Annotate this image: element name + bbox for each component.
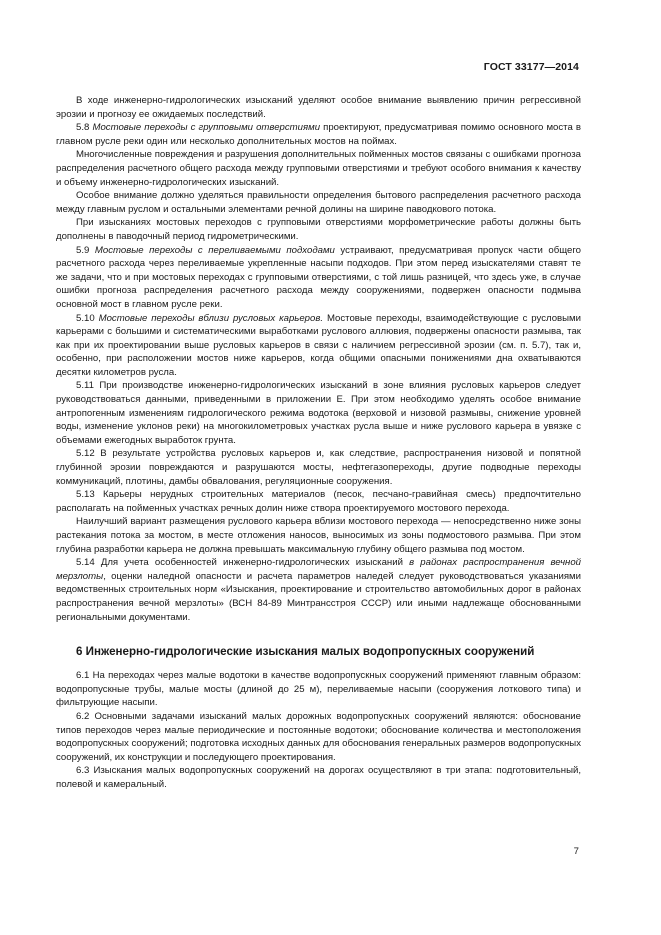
- italic-term: Мостовые переходы вблизи русловых карьеров.: [98, 312, 324, 324]
- paragraph: В ходе инженерно-гидрологических изысканий уделяют особое внимание выявлению причин регрессивной эрозии и прогнозу ее ожидаемых последствий.: [56, 95, 581, 120]
- paragraph: 5.8 Мостовые переходы с групповыми отверстиями проектируют, предусматривая помимо основного моста в главном русле реки один или несколько дополнительных мостов на поймах.: [56, 122, 581, 147]
- paragraph: 5.13 Карьеры нерудных строительных материалов (песок, песчано-гравийная смесь) предпочтительно располагать на пойменных участках речных долин ниже створа проектируемого мостового перехода.: [56, 489, 581, 514]
- paragraph: 5.11 При производстве инженерно-гидрологических изысканий в зоне влияния русловых карьеров следует руководствоваться данными, приведенными в приложении Е. При этом необходимо уделять особое внимание антропогенным изменениям гидрологического режима водотока (верховой и низовой размывы, снижение уровней воды, изменение уклонов реки) на многокилометровых участках русла выше и ниже руслового карьера в увязке с объемами ежегодных выработок грунта.: [56, 380, 581, 446]
- document-body: [56, 94, 581, 792]
- italic-term: Мостовые переходы с переливаемыми подходами: [94, 244, 335, 256]
- document-code: ГОСТ 33177—2014: [483, 61, 579, 73]
- paragraph: 6.3 Изыскания малых водопропускных сооружений на дорогах осуществляют в три этапа: подготовительный, полевой и камеральный.: [56, 765, 581, 790]
- paragraph: 5.9 Мостовые переходы с переливаемыми подходами устраивают, предусматривая пропуск части общего расчетного расхода через переливаемые укрепленные насыпи подходов. При этом перед изыскателями ставят те же задачи, что и при мостовых переходах с групповыми отверстиями, с той лишь разницей, что здесь уже, в случае ошибки прогноза распределения расчетного расхода между сооружениями, подвержен опасности подмыва основной мост в главном русле реки.: [56, 244, 581, 310]
- paragraph: Особое внимание должно уделяться правильности определения бытового распределения расчетного расхода между главным руслом и остальными элементами речной долины на ширине паводкового потока.: [56, 190, 581, 215]
- paragraph: 5.10 Мостовые переходы вблизи русловых карьеров. Мостовые переходы, взаимодействующие с русловыми карьерами с большими и систематическими выработками руслового аллювия, подвержены опасности размыва, так как при их проектировании выше русловых карьеров в связи с наличием регрессивной эрозии (см. п. 5.7), так и, особенно, при расположении мостов ниже карьеров, когда общими опасными понижениями дна охватываются десятки километров русла.: [56, 312, 581, 378]
- paragraph: При изысканиях мостовых переходов с групповыми отверстиями морфометрические работы должны быть дополнены в паводочный период гидрометрическими.: [56, 217, 581, 242]
- paragraph: 6.2 Основными задачами изысканий малых дорожных водопропускных сооружений являются: обоснование типов переходов через малые периодические и постоянные водотоки; обоснование количества и местоположения водопропускных сооружений; подготовка исходных данных для обоснования генеральных размеров водопропускных сооружений, их конструкции и последующего проектирования.: [56, 710, 581, 763]
- paragraph: 5.14 Для учета особенностей инженерно-гидрологических изысканий в районах распространения вечной мерзлоты, оценки наледной опасности и расчета параметров наледей следует руководствоваться указаниями ведомственных строительных норм «Изыскания, проектирование и строительство автомобильных дорог в районах распространения вечной мерзлоты» (ВСН 84-89 Минтрансстроя СССР) или иными надлежаще обоснованными региональными документами.: [56, 557, 581, 623]
- section-title: 6 Инженерно-гидрологические изыскания малых водопропускных сооружений: [76, 645, 535, 659]
- paragraph: Многочисленные повреждения и разрушения дополнительных пойменных мостов связаны с ошибками прогноза распределения расчетного общего расхода между групповыми отверстиями и требуют особого внимания к качеству и объему инженерно-гидрологических изысканий.: [56, 149, 581, 188]
- paragraph: Наилучший вариант размещения руслового карьера вблизи мостового перехода — непосредственно ниже зоны растекания потока за мостом, в месте отложения наносов, выносимых из зоны подмостового размыва. При этом глубина разработки карьера не должна превышать максимальную глубину общего размыва под мостом.: [56, 516, 581, 555]
- paragraph: 6.1 На переходах через малые водотоки в качестве водопропускных сооружений применяют главным образом: водопропускные трубы, малые мосты (длиной до 25 м), переливаемые насыпи (сооружения лоткового типа) и фильтрующие насыпи.: [56, 670, 581, 709]
- italic-term: в районах распространения вечной мерзлоты: [56, 557, 581, 582]
- paragraph: 5.12 В результате устройства русловых карьеров и, как следствие, распространения низовой и попятной глубинной эрозии повреждаются и разрушаются мосты, нефтегазопереходы, другие подводные переходы коммуникаций, плотины, дамбы обвалования, регуляционные сооружения.: [56, 448, 581, 487]
- page-number: 7: [573, 846, 579, 857]
- italic-term: Мостовые переходы с групповыми отверстиями: [92, 122, 321, 134]
